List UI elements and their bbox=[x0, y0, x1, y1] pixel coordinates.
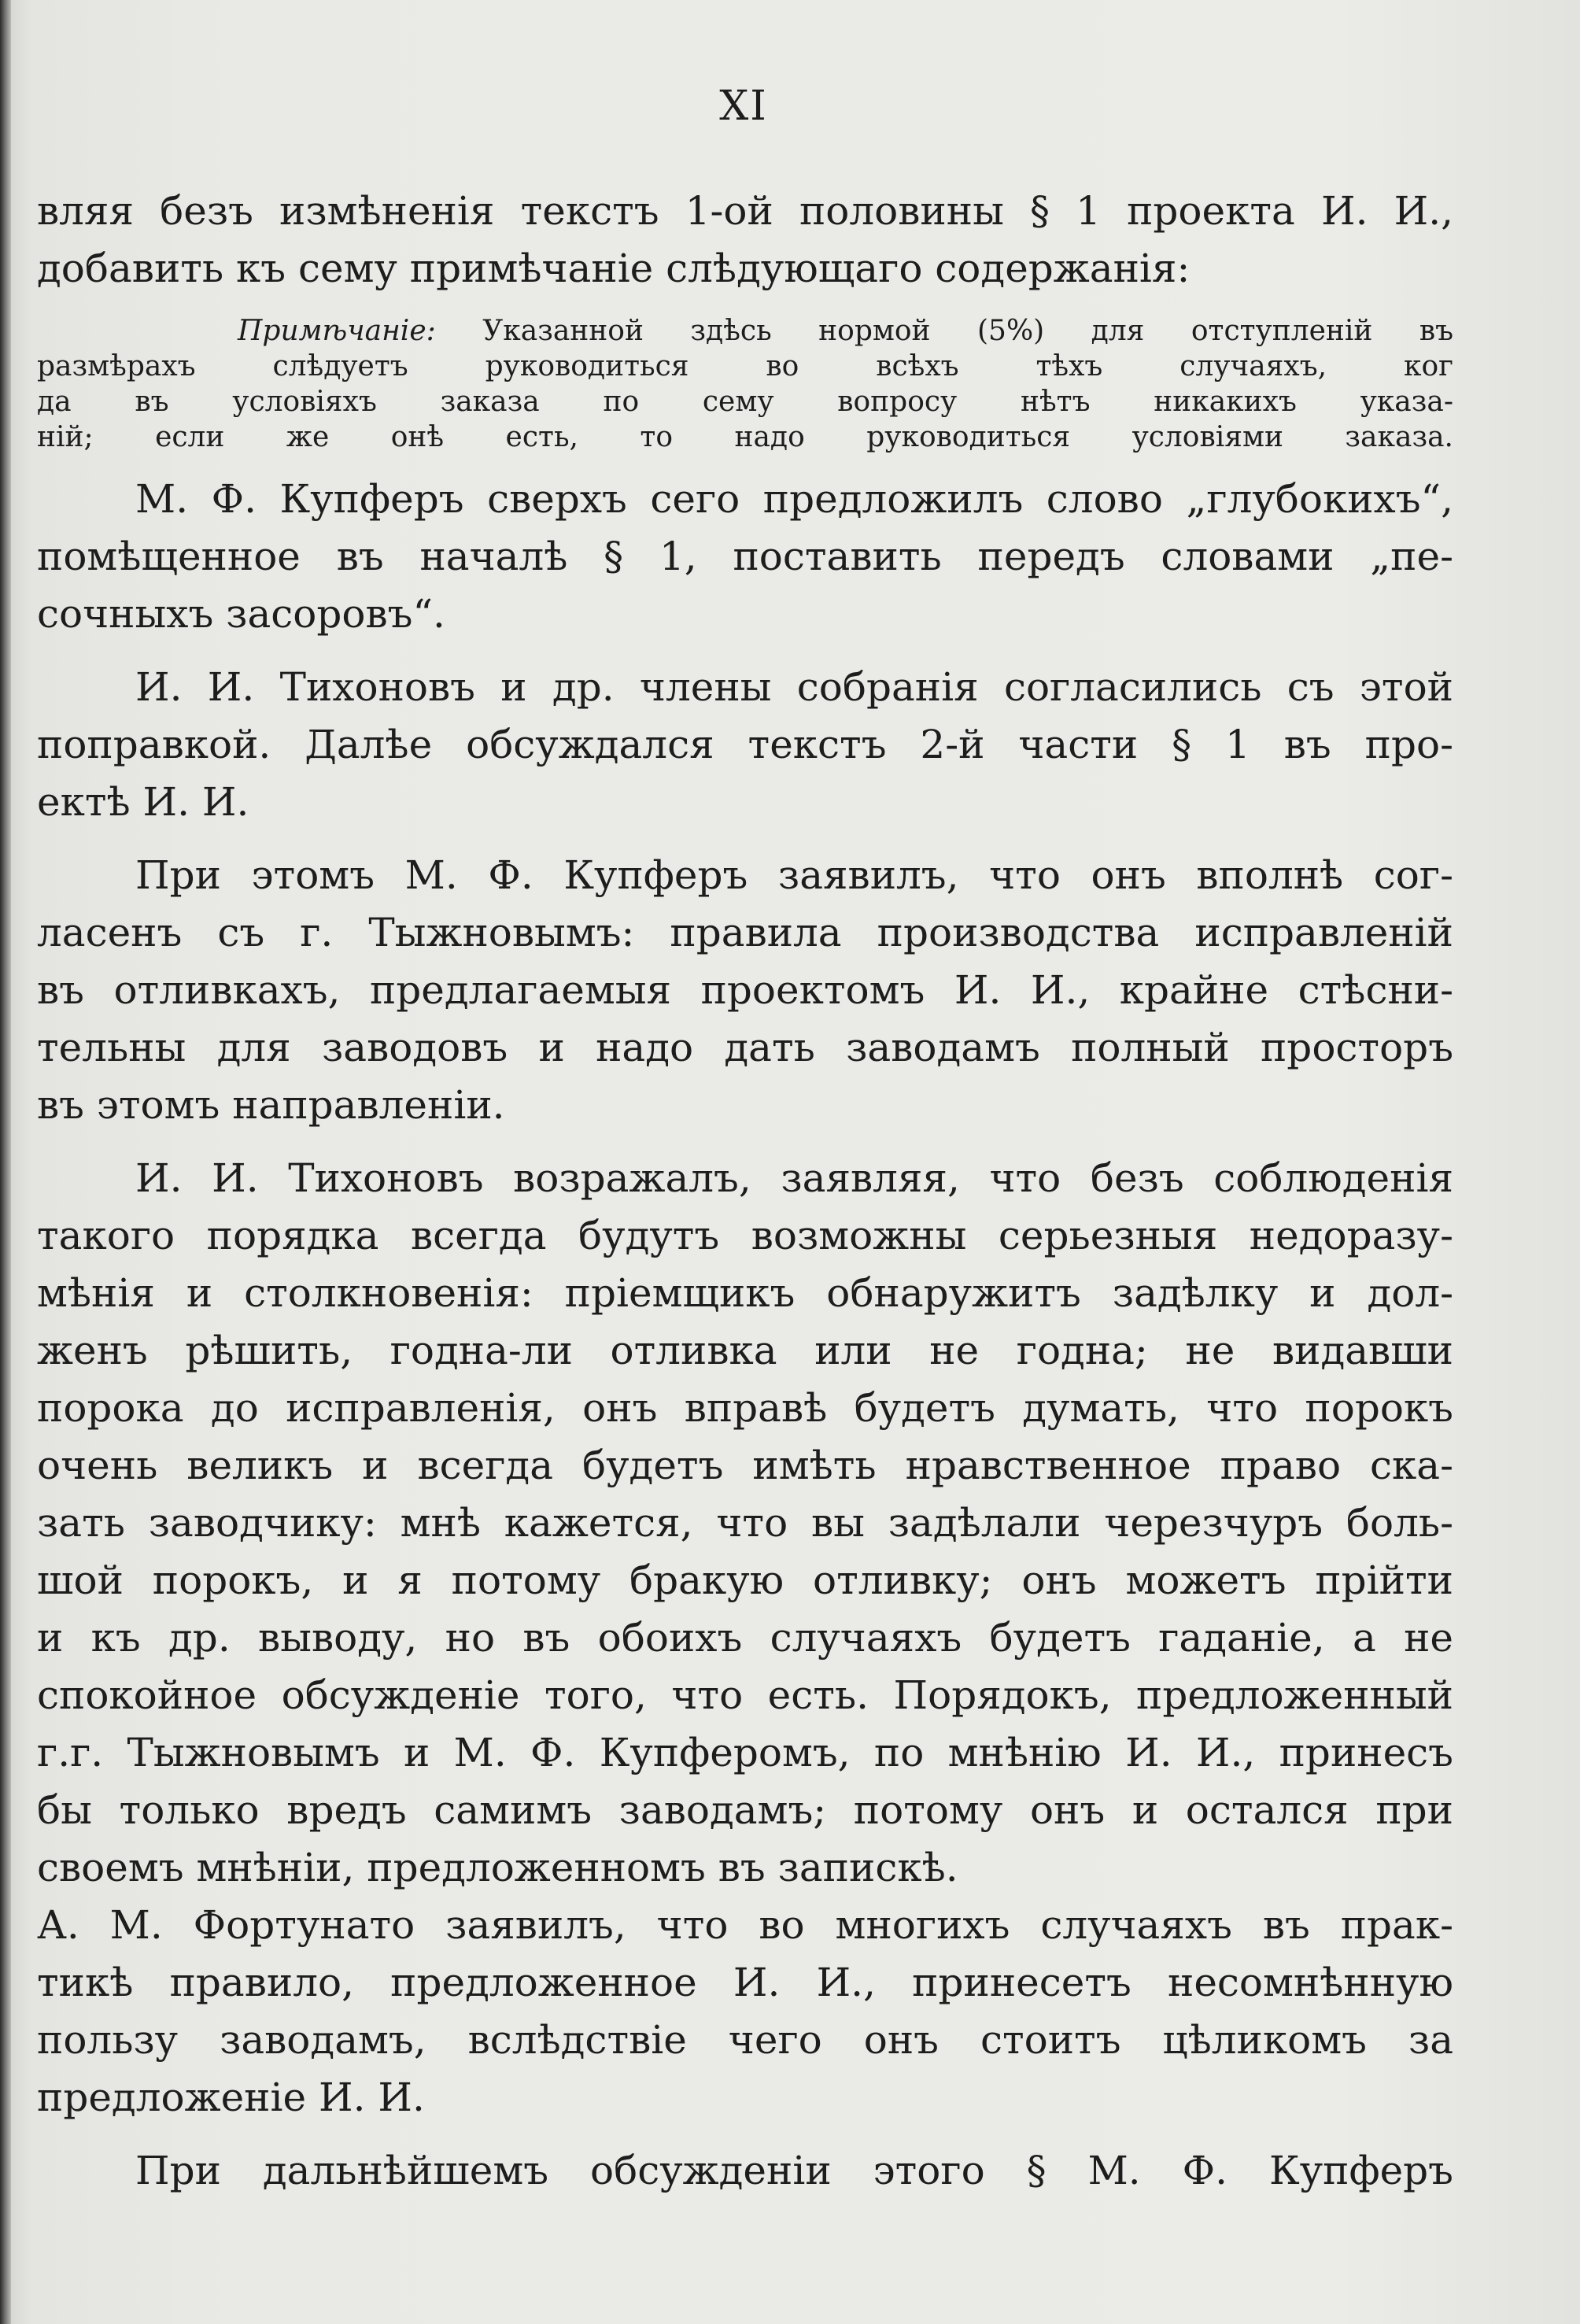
text-line: и къ др. выводу, но въ обоихъ случаяхъ будетъ гаданіе, а не bbox=[37, 1615, 1453, 1661]
text-line: г.г. Тыжновымъ и М. Ф. Купферомъ, по мнѣнію И. И., принесъ bbox=[37, 1730, 1453, 1775]
text-line: очень великъ и всегда будетъ имѣть нравственное право ска- bbox=[37, 1443, 1453, 1488]
text-line: шой порокъ, и я потому бракую отливку; онъ можетъ прійти bbox=[37, 1557, 1453, 1603]
text-line: предложеніе И. И. bbox=[37, 2075, 425, 2120]
footnote-remark bbox=[37, 313, 1453, 455]
remark-text-line: да въ условіяхъ заказа по сему вопросу нѣтъ никакихъ указа- bbox=[37, 386, 1453, 418]
text-line: бы только вредъ самимъ заводамъ; потому онъ и остался при bbox=[37, 1787, 1453, 1833]
book-binding-edge bbox=[0, 0, 11, 2324]
text-line: поправкой. Далѣе обсуждался текстъ 2-й части § 1 въ про- bbox=[37, 722, 1453, 767]
text-line: вляя безъ измѣненія текстъ 1-ой половины § 1 проекта И. И., bbox=[37, 188, 1453, 234]
remark-text-line: Указанной здѣсь нормой (5%) для отступленій въ bbox=[482, 315, 1454, 347]
text-line: своемъ мнѣніи, предложенномъ въ запискѣ. bbox=[37, 1845, 958, 1890]
text-line: спокойное обсужденіе того, что есть. Порядокъ, предложенный bbox=[37, 1672, 1453, 1718]
paragraph bbox=[37, 471, 1453, 643]
text-line: А. М. Фортунато заявилъ, что во многихъ случаяхъ въ прак- bbox=[37, 1902, 1453, 1948]
paragraph bbox=[37, 1150, 1453, 1897]
text-line: тикѣ правило, предложенное И. И., принесетъ несомнѣнную bbox=[37, 1960, 1453, 2005]
remark-text-line: размѣрахъ слѣдуетъ руководиться во всѣхъ тѣхъ случаяхъ, ког bbox=[37, 350, 1453, 382]
text-line: ласенъ съ г. Тыжновымъ: правила производства исправленій bbox=[37, 910, 1453, 955]
text-line: зать заводчику: мнѣ кажется, что вы задѣлали черезчуръ боль- bbox=[37, 1500, 1453, 1546]
text-line: тельны для заводовъ и надо дать заводамъ полный просторъ bbox=[37, 1025, 1453, 1070]
text-line: сочныхъ засоровъ“. bbox=[37, 591, 445, 637]
paragraph bbox=[37, 1897, 1453, 2126]
text-line: И. И. Тихоновъ и др. члены собранія согласились съ этой bbox=[135, 664, 1453, 710]
text-line: въ этомъ направленіи. bbox=[37, 1082, 505, 1128]
text-line: такого порядка всегда будутъ возможны серьезныя недоразу- bbox=[37, 1213, 1453, 1258]
text-line: И. И. Тихоновъ возражалъ, заявляя, что безъ соблюденія bbox=[135, 1155, 1453, 1201]
paragraph bbox=[37, 183, 1453, 297]
text-line: женъ рѣшить, годна-ли отливка или не годна; не видавши bbox=[37, 1328, 1453, 1373]
text-line: М. Ф. Купферъ сверхъ сего предложилъ слово „глубокихъ“, bbox=[135, 476, 1453, 522]
text-line: пользу заводамъ, вслѣдствіе чего онъ стоитъ цѣликомъ за bbox=[37, 2017, 1453, 2063]
text-line: мѣнія и столкновенія: пріемщикъ обнаружитъ задѣлку и дол- bbox=[37, 1270, 1453, 1316]
remark-text-line: ній; если же онѣ есть, то надо руководиться условіями заказа. bbox=[37, 421, 1453, 453]
text-line: помѣщенное въ началѣ § 1, поставить передъ словами „пе- bbox=[37, 534, 1453, 579]
remark-label: Примѣчаніе: bbox=[238, 315, 436, 347]
paragraph bbox=[37, 659, 1453, 831]
paragraph bbox=[37, 847, 1453, 1134]
text-line: порока до исправленія, онъ вправѣ будетъ думать, что порокъ bbox=[37, 1385, 1453, 1431]
text-line: ектѣ И. И. bbox=[37, 779, 249, 825]
text-line: добавить къ сему примѣчаніе слѣдующаго содержанія: bbox=[37, 246, 1191, 291]
page-number: XI bbox=[719, 83, 768, 130]
paragraph bbox=[37, 2142, 1453, 2200]
text-line: въ отливкахъ, предлагаемыя проектомъ И. И., крайне стѣсни- bbox=[37, 967, 1453, 1013]
page-body bbox=[37, 183, 1453, 2200]
text-line: При этомъ М. Ф. Купферъ заявилъ, что онъ вполнѣ сог- bbox=[135, 852, 1453, 898]
text-line: При дальнѣйшемъ обсужденіи этого § М. Ф. Купферъ bbox=[135, 2148, 1453, 2193]
